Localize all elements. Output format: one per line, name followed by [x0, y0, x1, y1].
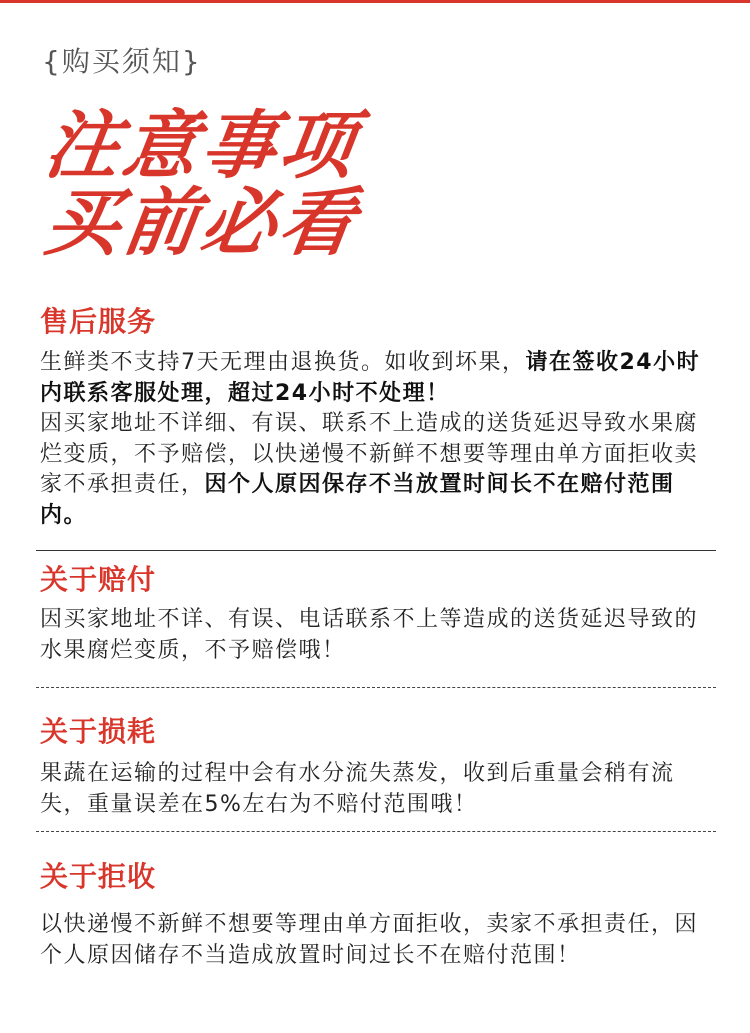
section-body-after-sales: [40, 348, 712, 531]
after-sales-text-1: 生鲜类不支持7天无理由退换货。如收到坏果，: [40, 350, 526, 375]
after-sales-text-2: 请在签收24小时内联系客服处理，超过24小时不处理！: [40, 350, 701, 406]
divider-dashed-2: [36, 831, 716, 832]
headline-read-before-buying: 买前必看: [39, 180, 364, 266]
divider-solid: [36, 550, 716, 551]
top-accent-rule: [0, 0, 750, 3]
section-body-compensation: [40, 605, 712, 666]
after-sales-text-4: 因个人原因保存不当放置时间长不在赔付范围内。: [40, 472, 675, 528]
divider-dashed-1: [36, 687, 716, 688]
purchase-notice-label: {购买须知}: [42, 45, 202, 78]
section-title-refusal: 关于拒收: [40, 860, 157, 893]
compensation-text: 因买家地址不详、有误、电话联系不上等造成的送货延迟导致的水果腐烂变质，不予赔偿哦！: [40, 607, 699, 663]
section-title-loss: 关于损耗: [40, 715, 157, 748]
after-sales-text-3: 因买家地址不详细、有误、联系不上造成的送货延迟导致水果腐烂变质，不予赔偿，以快递慢不新鲜不想要等理由单方面拒收卖家不承担责任，: [40, 411, 699, 497]
section-body-refusal: [40, 910, 712, 971]
refusal-text: 以快递慢不新鲜不想要等理由单方面拒收，卖家不承担责任，因个人原因储存不当造成放置时间过长不在赔付范围！: [40, 912, 699, 968]
loss-text: 果蔬在运输的过程中会有水分流失蒸发，收到后重量会稍有流失，重量误差在5%左右为不赔付范围哦！: [40, 761, 675, 817]
headline-notice: 注意事项: [39, 103, 364, 189]
section-title-compensation: 关于赔付: [40, 563, 157, 596]
section-body-loss: [40, 759, 712, 820]
section-title-after-sales: 售后服务: [40, 305, 157, 338]
